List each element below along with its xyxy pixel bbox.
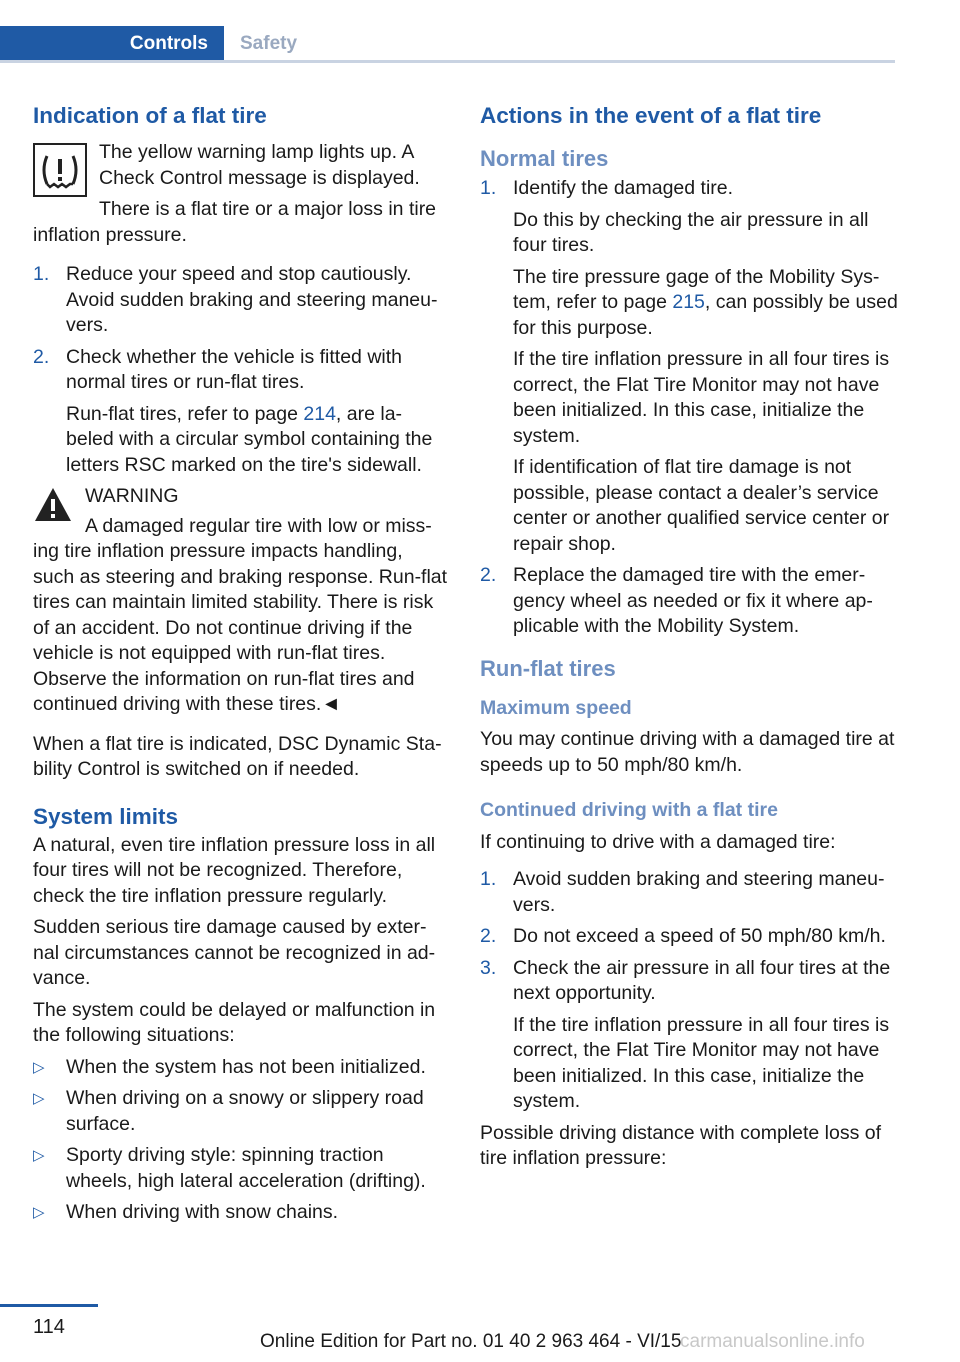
initialize-text-2: If the tire inflation pressure in all four tires is correct, the Flat Tire Monitor may not have been initialized. In this case, initialize the system. xyxy=(513,1013,890,1112)
continued-driving-steps xyxy=(480,867,900,1115)
system-limits-title: System limits xyxy=(33,803,179,829)
continued-intro: If continuing to drive with a damaged tire: xyxy=(480,830,836,853)
flat-tire-steps xyxy=(33,262,448,478)
normal-tires-title: Normal tires xyxy=(480,146,609,171)
footer-divider xyxy=(0,1304,98,1307)
driving-distance-text: Possible driving distance with complete loss of tire inflation pressure: xyxy=(480,1121,882,1169)
left-column xyxy=(33,100,448,1232)
limits-paragraph-2: Sudden serious tire damage caused by exter‐nal circumstances cannot be recognized in ad‐vance. xyxy=(33,916,436,989)
initialize-text: If the tire inflation pressure in all four tires is correct, the Flat Tire Monitor may not have been initialized. In this case, initialize the system. xyxy=(513,348,890,447)
dsc-text: When a flat tire is indicated, DSC Dynamic Sta‐bility Control is switched on if needed. xyxy=(33,732,442,780)
service-center-text: If identification of flat tire damage is not possible, please contact a dealer’s service center or another qualified service center or repair shop. xyxy=(513,456,890,555)
indication-title: Indication of a flat tire xyxy=(33,103,267,128)
edition-text: Online Edition for Part no. 01 40 2 963 464 - VI/15 xyxy=(260,1331,682,1352)
normal-tires-steps xyxy=(480,176,900,640)
limits-bullets xyxy=(33,1055,448,1226)
list-item: 3. Check the air pressure in all four tires at the next opportunity. If the tire inflation pressure in all four tires is correct, the Flat Tire Monitor may not have been initialized. In this case, initialize the system. xyxy=(480,956,900,1115)
limits-paragraph-3: The system could be delayed or malfunction in the following situations: xyxy=(33,998,436,1046)
max-speed-text: You may continue driving with a damaged tire at speeds up to 50 mph/80 km/h. xyxy=(480,728,895,776)
page-link-215[interactable]: 215 xyxy=(672,291,705,313)
runflat-tires-title: Run-flat tires xyxy=(480,655,616,681)
tire-pressure-warning-icon xyxy=(33,143,87,197)
limits-paragraph-1: A natural, even tire inflation pressure loss in all four tires will not be recognized. Therefore, check the tire inflation pressure regularly. xyxy=(33,833,436,907)
list-item: ▷ When driving on a snowy or slippery road surface. xyxy=(33,1087,424,1135)
lamp-text: The yellow warning lamp lights up. A Check Control message is displayed. xyxy=(99,141,420,189)
header-bar xyxy=(0,0,960,62)
list-item: ▷ When the system has not been initialized. xyxy=(33,1055,426,1078)
watermark: carmanualsonline.info xyxy=(680,1331,865,1352)
pressure-gage-text: The tire pressure gage of the Mobility Sys‐tem, refer to page 215, can possibly be used for this purpose. xyxy=(513,265,898,339)
tab-safety[interactable]: Safety xyxy=(240,33,298,54)
max-speed-title: Maximum speed xyxy=(480,696,632,719)
list-item: 2. Do not exceed a speed of 50 mph/80 km/h. xyxy=(480,925,886,947)
list-item: 2. Check whether the vehicle is fitted with normal tires or run-flat tires. Run-flat tires, refer to page 214, are la‐beled with a circular symbol containing the letters RSC marked on the tire's sidewall. xyxy=(33,345,448,479)
header-divider xyxy=(0,60,895,63)
warning-text: A damaged regular tire with low or miss‐ing tire inflation pressure impacts handling, such as steering and braking response. Run-flat tires can maintain limited stability. There is risk of an accident. Do not continue driving if the vehicle is not equipped with run-flat tires. Observe the information on run-flat tires and continued driving with these tires.◄ xyxy=(33,514,448,715)
list-item: ▷ When driving with snow chains. xyxy=(33,1201,339,1223)
warning-triangle-icon xyxy=(33,486,73,524)
page-number: 114 xyxy=(33,1316,65,1338)
list-item: 1. Identify the damaged tire. Do this by checking the air pressure in all four tires. The tire pressure gage of the Mobility Sys‐tem, refer to page 215, can possibly be used for this purpose. If the tire inflation pressure in all four tires is correct, the Flat Tire Monitor may not have been initialized. In this case, initialize the system. If identification of flat tire damage is not possible, please contact a dealer’s service center or another qualified service center or repair shop. xyxy=(480,176,900,557)
loss-text: There is a flat tire or a major loss in tire inflation pressure. xyxy=(33,198,437,246)
runflat-info: Run-flat tires, refer to page 214, are la‐beled with a circular symbol containing the letters RSC marked on the tire's sidewall. xyxy=(66,402,433,476)
page-link-214[interactable]: 214 xyxy=(303,402,336,425)
actions-title: Actions in the event of a flat tire xyxy=(480,103,822,128)
list-item: 1. Avoid sudden braking and steering maneu‐vers. xyxy=(480,868,885,916)
continued-driving-title: Continued driving with a flat tire xyxy=(480,799,778,821)
check-pressure-text: Do this by checking the air pressure in all four tires. xyxy=(513,208,869,256)
list-item: 2. Replace the damaged tire with the emer‐gency wheel as needed or fix it where ap‐plicable with the Mobility System. xyxy=(480,564,873,637)
tab-controls[interactable]: Controls xyxy=(0,26,224,62)
warning-label: WARNING xyxy=(85,485,179,507)
list-item: ▷ Sporty driving style: spinning traction wheels, high lateral acceleration (drifting). xyxy=(33,1144,426,1192)
list-item: 1. Reduce your speed and stop cautiously. Avoid sudden braking and steering maneu‐vers. xyxy=(33,263,438,336)
right-column xyxy=(480,100,900,1178)
